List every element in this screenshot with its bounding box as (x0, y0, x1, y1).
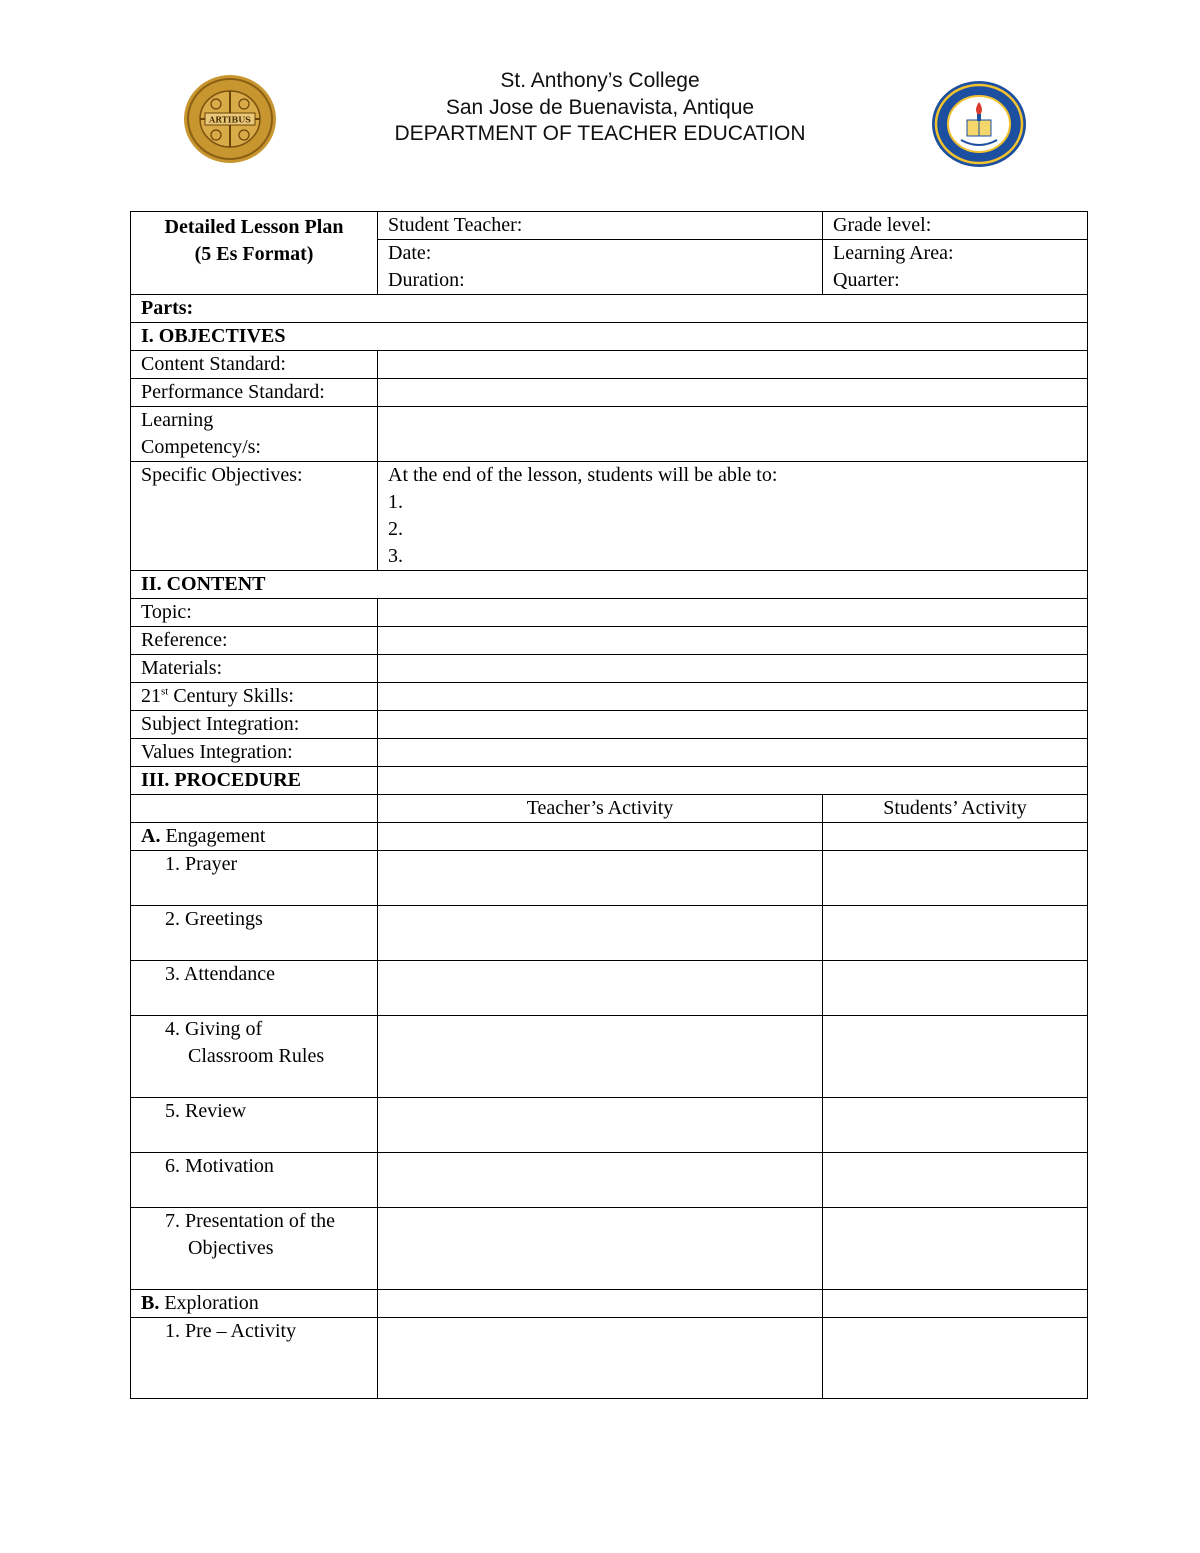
learning-competency-label (131, 407, 378, 462)
table-row (131, 1290, 1088, 1318)
rules-students-field[interactable] (823, 1016, 1088, 1098)
date-duration-field[interactable] (378, 240, 823, 295)
procedure-heading-blank (378, 767, 1088, 795)
table-row (131, 823, 1088, 851)
exploration-label (131, 1290, 378, 1318)
table-row (131, 683, 1088, 711)
values-integration-label: Values Integration: (131, 739, 378, 767)
motivation-teacher-field[interactable] (378, 1153, 823, 1208)
content-standard-label: Content Standard: (131, 351, 378, 379)
values-integration-field[interactable] (378, 739, 1088, 767)
table-row (131, 571, 1088, 599)
greetings-students-field[interactable] (823, 906, 1088, 961)
learning-competency-field[interactable] (378, 407, 1088, 462)
table-row (131, 961, 1088, 1016)
table-row (131, 655, 1088, 683)
engagement-letter: A. (141, 825, 161, 847)
learning-competency-line2: Competency/s: (141, 436, 261, 458)
classroom-rules-label (131, 1016, 378, 1098)
greetings-label: 2. Greetings (131, 906, 378, 961)
table-row (131, 1208, 1088, 1290)
learning-area-label: Learning Area: (833, 242, 954, 264)
procedure-heading: III. PROCEDURE (131, 767, 378, 795)
content-heading: II. CONTENT (131, 571, 1088, 599)
exploration-text: Exploration (164, 1292, 259, 1314)
presentation-objectives-line2: Objectives (188, 1237, 274, 1259)
review-label: 5. Review (131, 1098, 378, 1153)
attendance-teacher-field[interactable] (378, 961, 823, 1016)
specific-objectives-field[interactable] (378, 462, 1088, 571)
table-row (131, 1016, 1088, 1098)
table-row (131, 599, 1088, 627)
motivation-label: 6. Motivation (131, 1153, 378, 1208)
activity-header-blank (131, 795, 378, 823)
review-students-field[interactable] (823, 1098, 1088, 1153)
table-row (131, 906, 1088, 961)
objectives-intro: At the end of the lesson, students will be able to: (388, 464, 778, 486)
learning-competency-line1: Learning (141, 409, 214, 431)
presentation-teacher-field[interactable] (378, 1208, 823, 1290)
classroom-rules-line2: Classroom Rules (188, 1045, 325, 1067)
topic-label: Topic: (131, 599, 378, 627)
attendance-label: 3. Attendance (131, 961, 378, 1016)
attendance-students-field[interactable] (823, 961, 1088, 1016)
reference-field[interactable] (378, 627, 1088, 655)
grade-level-label: Grade level: (833, 214, 932, 236)
table-row (131, 407, 1088, 462)
exploration-teacher-field[interactable] (378, 1290, 823, 1318)
prayer-teacher-field[interactable] (378, 851, 823, 906)
grade-level-field[interactable] (823, 212, 1088, 240)
prayer-students-field[interactable] (823, 851, 1088, 906)
table-row (131, 711, 1088, 739)
table-row (131, 351, 1088, 379)
performance-standard-label: Performance Standard: (131, 379, 378, 407)
century-skills-text: Century Skills: (168, 685, 294, 707)
pre-activity-students-field[interactable] (823, 1318, 1088, 1399)
performance-standard-field[interactable] (378, 379, 1088, 407)
rules-teacher-field[interactable] (378, 1016, 823, 1098)
review-teacher-field[interactable] (378, 1098, 823, 1153)
subject-integration-label: Subject Integration: (131, 711, 378, 739)
department-name: DEPARTMENT OF TEACHER EDUCATION (394, 122, 806, 145)
table-row (131, 627, 1088, 655)
table-row (131, 767, 1088, 795)
svg-text:ARTIBUS: ARTIBUS (209, 114, 251, 125)
duration-label: Duration: (388, 269, 465, 291)
objective-item-3: 3. (388, 545, 403, 567)
table-row (131, 212, 1088, 240)
presentation-objectives-line1: 7. Presentation of the (165, 1210, 335, 1232)
presentation-students-field[interactable] (823, 1208, 1088, 1290)
specific-objectives-label: Specific Objectives: (131, 462, 378, 571)
motivation-students-field[interactable] (823, 1153, 1088, 1208)
greetings-teacher-field[interactable] (378, 906, 823, 961)
plan-title: Detailed Lesson Plan (164, 216, 344, 238)
table-row (131, 1098, 1088, 1153)
presentation-objectives-label (131, 1208, 378, 1290)
table-row (131, 795, 1088, 823)
college-location: San Jose de Buenavista, Antique (445, 95, 755, 119)
college-name: St. Anthony’s College (500, 69, 700, 92)
teacher-activity-header: Teacher’s Activity (378, 795, 823, 823)
table-row (131, 851, 1088, 906)
century-skills-suffix: st (161, 685, 169, 698)
pre-activity-teacher-field[interactable] (378, 1318, 823, 1399)
engagement-teacher-field[interactable] (378, 823, 823, 851)
exploration-students-field[interactable] (823, 1290, 1088, 1318)
engagement-label (131, 823, 378, 851)
student-teacher-field[interactable] (378, 212, 823, 240)
table-row (131, 323, 1088, 351)
document-header (0, 68, 1200, 148)
century-skills-label (131, 683, 378, 711)
table-row (131, 379, 1088, 407)
topic-field[interactable] (378, 599, 1088, 627)
table-row (131, 739, 1088, 767)
table-row (131, 1153, 1088, 1208)
objectives-heading: I. OBJECTIVES (131, 323, 1088, 351)
century-skills-field[interactable] (378, 683, 1088, 711)
student-teacher-label: Student Teacher: (388, 214, 523, 236)
plan-title-cell (131, 212, 378, 295)
pre-activity-label: 1. Pre – Activity (131, 1318, 378, 1399)
content-standard-field[interactable] (378, 351, 1088, 379)
quarter-label: Quarter: (833, 269, 900, 291)
subject-integration-field[interactable] (378, 711, 1088, 739)
lesson-plan-table (130, 211, 1088, 1399)
table-row (131, 1318, 1088, 1399)
materials-field[interactable] (378, 655, 1088, 683)
students-activity-header: Students’ Activity (823, 795, 1088, 823)
plan-format: (5 Es Format) (194, 243, 314, 265)
exploration-letter: B. (141, 1292, 160, 1314)
reference-label: Reference: (131, 627, 378, 655)
materials-label: Materials: (131, 655, 378, 683)
date-label: Date: (388, 242, 432, 264)
objective-item-2: 2. (388, 518, 403, 540)
classroom-rules-line1: 4. Giving of (165, 1018, 263, 1040)
engagement-students-field[interactable] (823, 823, 1088, 851)
table-row (131, 462, 1088, 571)
objective-item-1: 1. (388, 491, 403, 513)
century-skills-number: 21 (141, 685, 161, 707)
learning-area-quarter-field[interactable] (823, 240, 1088, 295)
prayer-label: 1. Prayer (131, 851, 378, 906)
table-row (131, 295, 1088, 323)
engagement-text: Engagement (165, 825, 266, 847)
parts-heading: Parts: (131, 295, 1088, 323)
